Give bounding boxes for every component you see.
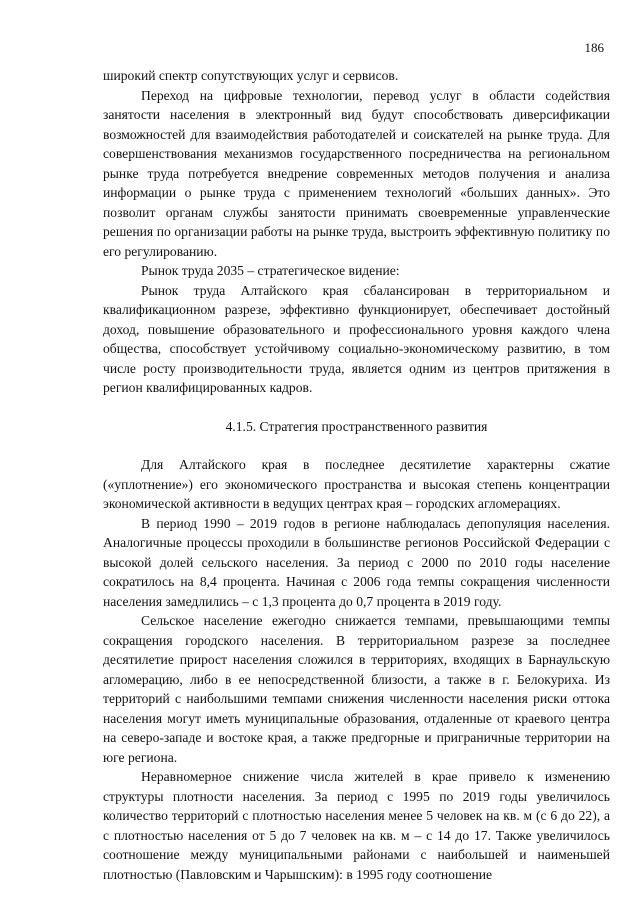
paragraph-population-density: Неравномерное снижение числа жителей в крае привело к изменению структуры плотности населения. За период с 1995 по 2019 годы увеличилось количество территорий с плотностью населения менее 5 человек на кв. м (с 6 до 22), а с плотностью населения от 5 до 7 человек на кв. м – с 14 до 17. Также увеличилось соотношение между муниципальными районами с наибольшей и наименьшей плотностью (Павловским и Чарышским): в 1995 году соотношение bbox=[103, 769, 610, 882]
paragraph-services-continuation: широкий спектр сопутствующих услуг и сервисов. bbox=[103, 68, 399, 83]
page-number: 186 bbox=[584, 40, 604, 55]
paragraph-rural-population: Сельское население ежегодно снижается темпами, превышающими темпы сокращения городского населения. В территориальном разрезе за последнее десятилетие прирост населения сложился в территориях, входящих в Барнаульскую агломерацию, либо в ее непосредственной близости, а также в г. Белокуриха. Из территорий с наибольшими темпами снижения численности населения риски оттока населения могут иметь муниципальные образования, отдаленные от краевого центра на северо-западе и востоке края, а также предгорные и приграничные территории на юге региона. bbox=[103, 613, 610, 765]
paragraph-labor-market-vision: Рынок труда Алтайского края сбалансирован в территориальном и квалификационном разрезе, эффективно функционирует, обеспечивает достойный доход, повышение образовательного и профессионального уровня каждого члена общества, способствует устойчивому социально-экономическому развитию, в том числе росту производительности труда, является одним из центров притяжения в регион квалифицированных кадров. bbox=[103, 282, 610, 395]
paragraph-depopulation: В период 1990 – 2019 годов в регионе наблюдалась депопуляция населения. Аналогичные процессы проходили в большинстве регионов Российской Федерации с высокой долей сельского населения. За период с 2000 по 2010 годы население сократилось на 8,4 процента. Начиная с 2006 года темпы сокращения численности населения замедлились – с 1,3 процента до 0,7 процента в 2019 году. bbox=[103, 515, 610, 609]
paragraph-spatial-compression: Для Алтайского края в последнее десятилетие характерны сжатие («уплотнение») его экономического пространства и высокая степень концентрации экономической активности в ведущих центрах края – городских агломерациях. bbox=[103, 457, 610, 511]
section-heading: 4.1.5. Стратегия пространственного развития bbox=[225, 418, 488, 434]
paragraph-labor-market-2035-title: Рынок труда 2035 – стратегическое видение: bbox=[141, 263, 400, 278]
paragraph-digital-technologies: Переход на цифровые технологии, перевод услуг в области содействия занятости населения в электронный вид будут способствовать диверсификации возможностей для взаимодействия работодателей и соискателей на рынке труда. Для совершенствования механизмов государственного посредничества на региональном рынке труда потребуется внедрение современных методов получения и анализа информации о рынке труда с применением технологий «больших данных». Это позволит органам службы занятости принимать своевременные управленческие решения по организации работы на рынке труда, выстроить эффективную политику по его регулированию. bbox=[103, 87, 610, 259]
document-body bbox=[103, 66, 610, 884]
